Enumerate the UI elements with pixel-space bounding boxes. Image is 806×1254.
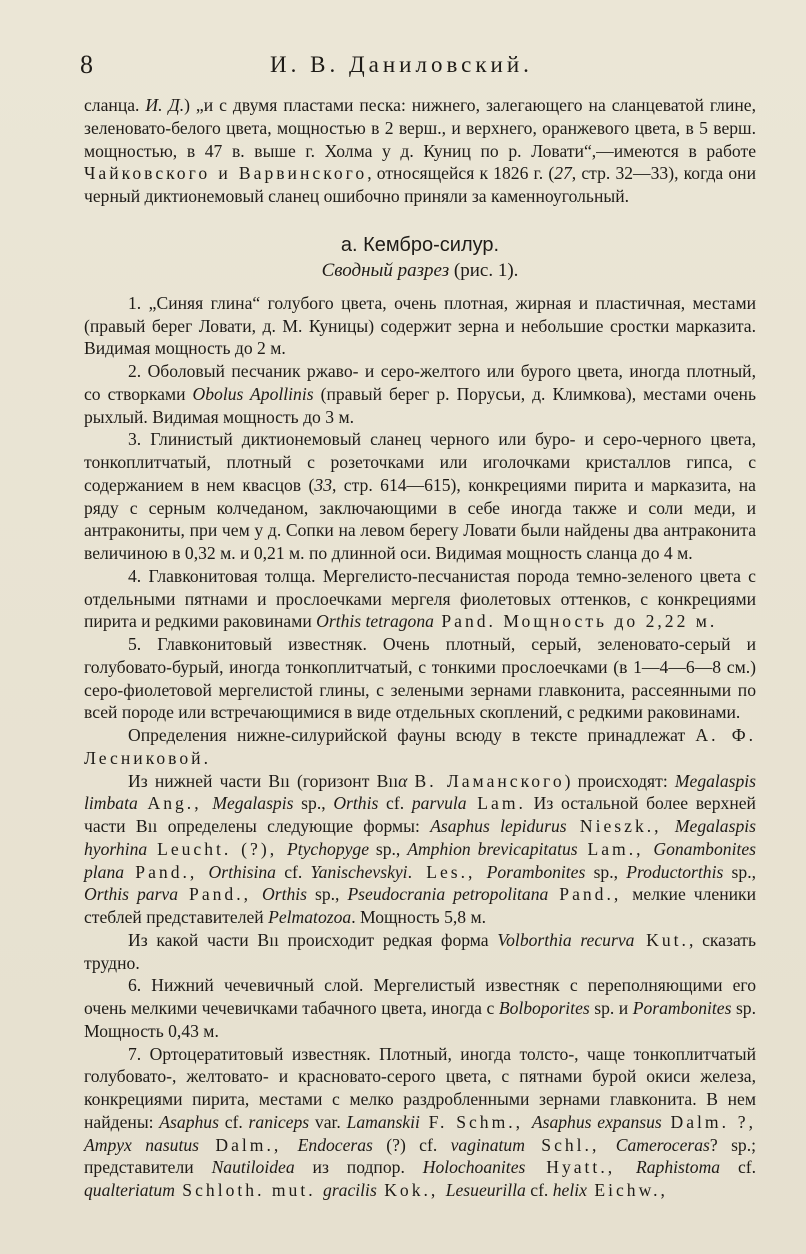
paragraph-run: . Les., [407,861,487,882]
paragraph-run: Kok., [376,1180,446,1200]
paragraph-run: Endoceras [297,1134,373,1155]
paragraph-run: Orthisina [208,861,276,882]
paragraph-run: Kut. [634,929,689,950]
paragraph-run: Dalm., [199,1134,298,1155]
paragraph-run: Pand., [178,884,263,905]
paragraph-run: 33 [314,474,332,495]
paragraph-run: gracilis [323,1180,377,1200]
paragraph-run: Orthis tetragona [316,611,434,632]
subtitle-rest: (рис. 1). [449,259,519,281]
paragraph-run: sp., [369,838,408,859]
paragraph-run: Ang., [137,793,213,814]
paragraph-run: Schloth. mut. [174,1180,324,1200]
paragraph-run: sp. Мощность 0,43 м. [84,998,757,1041]
paragraph-run: 6. Нижний чечевичный слой. Мергелистый известняк с переполняющими его очень мелкими чечевичками табачного цвета, иногда с [84,975,756,1018]
intro-run: Чайковского и Варвинского [84,163,368,184]
paragraph-run: Volborthia recurva [497,929,635,950]
paragraph-run: Bolboporites [498,998,590,1018]
paragraph-run: Из нижней части Вıı (горизонт Вıı [128,770,399,791]
paragraph-run: Yanischevskyi [310,861,408,882]
paragraph-run: parvula [411,793,467,814]
paragraph-run: Megalaspis limbata [84,770,756,814]
paragraph [84,292,756,360]
paragraph-run: Eichw., [586,1180,668,1200]
paragraph-run: , стр. 614—615), конкрециями пирита и марказита, на ряду с серным колчеданом, заключающими в себе иногда также и соли меди, и антракониты, при чем у д. Сопки на левом берегу Ловати были найдены два антраконита величиною в 0,32 м. и 0,21 м. по длинной оси. Видимая мощность сланца до 4 м. [84,474,756,563]
paragraph-run: Nieszk., [566,816,675,836]
section-paragraphs [84,292,756,1202]
paragraph-run: ? sp.; представители [84,1134,757,1178]
paragraph-run: 4. Главконитовая толща. Мергелисто-песчанистая порода темно-зеленого цвета с отдельными пятнами и прослоечками мергеля фиолетовых оттенков, с конкрециями пирита и редкими раковинами [84,565,756,632]
paragraph-run: В. Ламанского [414,770,565,791]
paragraph-run: 5. Главконитовый известняк. Очень плотный, серый, зеленовато-серый и голубовато-бурый, иногда тонкоплитчатый, с тонкими прослоечками (в 1—4—6—8 см.) серо-фиолетовой мергелистой глины, с зелеными зернами главконита, рассеянными по всей породе или встречающимися в виде отдельных скоплений, с редкими раковинами. [84,634,756,723]
paragraph-run: Raphistoma [636,1157,721,1178]
paragraph-run: Из остальной более верхней части Вıı определены следующие формы: [84,793,756,836]
paragraph-run: sp. и [589,998,633,1018]
page-number: 8 [80,50,93,79]
intro-run: , относящейся к 1826 г. ( [367,163,555,184]
paragraph-run: Lesueurilla [445,1180,526,1200]
paragraph-run: 2. Оболовый песчаник ржаво- и серо-желтого или бурого цвета, иногда плотный, со створками [84,361,756,404]
paragraph-run: Определения нижне-силурийской фауны всюду в тексте принадлежат [128,725,696,745]
paragraph-run: Leucht. (?), [147,838,287,859]
paragraph-run: vaginatum [450,1134,525,1155]
paragraph-run: . [203,747,208,768]
paragraph-run: Orthis [333,793,379,814]
intro-run: И. Д. [145,95,185,115]
paragraph-run: Porambonites [486,861,586,882]
paragraph [84,929,756,975]
paragraph-run: sp., [585,861,627,882]
paragraph-run: Hyatt., [525,1157,637,1178]
paragraph-run: Pand. Мощность до 2,22 м. [433,611,718,632]
paragraph-run: Asaphus lepidurus [430,816,567,836]
section-subtitle [84,258,756,284]
paragraph-run: Asaphus expansus [531,1111,662,1132]
paragraph-run: sp., [293,793,334,814]
paragraph-run: Obolus Apollinis [192,383,314,404]
paragraph-run: Из какой части Вıı происходит редкая форма [128,929,498,950]
page-body [84,94,756,1202]
paragraph-run: Lamanskii [346,1111,420,1132]
section-title: а. Кембро-силур. [340,233,500,256]
paragraph-run: cf. [720,1157,757,1178]
paragraph-run: Orthis [262,884,307,905]
paragraph-run: Pseudocrania petropolitana [347,884,549,905]
paragraph [84,360,756,428]
intro-run: ) „и с двумя пластами песка: нижнего, залегающего на сланцеватой глине, зеленовато-белого цвета, мощностью в 2 верш., и верхнего, оранжевого цвета, в 5 верш. мощностью, в 47 в. выше г. Холма у д. Куниц по р. Ловати“,—имеются в работе [84,95,756,161]
paragraph-run: cf. [218,1111,249,1132]
paragraph-run: Lam. [466,793,526,814]
paragraph-run: . Мощность 5,8 м. [351,907,487,927]
subtitle-italic: Сводный разрез [321,259,450,281]
paragraph-run: var. [309,1111,347,1132]
paragraph-run: Pand., [124,861,209,882]
paragraph-run: 7. Ортоцератитовый известняк. Плотный, иногда толсто-, чаще тонкоплитчатый голубовато-, желтовато- и красновато-серого цвета, с пятнами бурой окиси железа, конкрециями пирита, местами с мелко раздробленными зернами главконита. В нем найдены: [84,1043,756,1132]
intro-run: , стр. 32—33), когда они черный диктионемовый сланец ошибочно приняли за каменноугольный. [84,163,757,206]
paragraph-run: Ptychopyge [286,838,370,859]
paragraph-run: Pelmatozoa [268,907,352,927]
paragraph [84,633,756,724]
paragraph-run: Nautiloidea [211,1157,295,1178]
paragraph-run: Holochoanites [422,1157,526,1178]
paragraph-run: sp., [307,884,348,905]
intro-run: 27 [554,163,572,184]
intro-paragraph [84,94,756,208]
paragraph-run: Pand., [548,884,633,905]
paragraph-run: из подпор. [294,1157,423,1178]
paragraph-run: Productorthis [626,861,724,882]
paragraph-run: Amphion brevicapitatus [407,838,578,859]
paragraph [84,770,756,929]
paragraph [84,565,756,633]
paragraph-run: sp., [723,861,756,882]
paragraph [84,428,756,565]
paragraph-run: А. Ф. Лесниковой [84,725,756,768]
paragraph-run: Orthis parva [84,884,179,905]
paragraph-run: (?) cf. [372,1134,451,1155]
paragraph-run: 1. „Синяя глина“ голубого цвета, очень плотная, жирная и пластичная, местами (правый берег Ловати, д. М. Куницы) содержит зерна и небольшие сростки марказита. Видимая мощность до 2 м. [84,292,756,359]
paragraph-run: Lam., [577,838,654,859]
paragraph-run: Schl., [524,1134,616,1155]
paragraph-run [407,771,414,791]
running-head: И. В. Даниловский. [270,52,533,77]
paragraph-run: , сказать трудно. [84,929,757,973]
intro-run: сланца. [84,95,146,115]
paragraph-run: Dalm. ?, [661,1111,756,1132]
paragraph-run: cf. [378,793,412,814]
paragraph-run: qualteriatum [84,1180,175,1200]
paragraph-run: Ampyx nasutus [84,1134,200,1155]
paragraph-run: Porambonites [632,998,732,1018]
paragraph-run: ) происходят: [564,770,675,791]
paragraph-run: мелкие членики стеблей представителей [84,884,757,927]
paragraph-run: helix [552,1180,587,1200]
paragraph-run: (правый берег р. Порусьи, д. Климкова), местами очень рыхлый. Видимая мощность до 3 м. [84,383,756,427]
paragraph-run: Megalaspis hyorhina [84,816,756,859]
paragraph-run: Asaphus [159,1111,219,1132]
paragraph-run: Gonambonites plana [84,838,756,882]
paragraph-run: F. Schm., [419,1111,532,1132]
paragraph-run: raniceps [248,1111,310,1132]
paragraph-run: cf. [275,861,311,882]
paragraph-run: Cameroceras [615,1134,710,1155]
page-header [0,48,806,88]
paragraph [84,974,756,1042]
paragraph-run: 3. Глинистый диктионемовый сланец черного или буро- и серо-черного цвета, тонкоплитчатый, плотный с розеточками или иголочками кристаллов гипса, с содержанием в нем квасцов ( [84,429,756,495]
paragraph [84,724,756,770]
paragraph-run: cf. [525,1180,553,1200]
paragraph [84,1043,756,1202]
paragraph-run: α [398,770,408,791]
paragraph-run: Megalaspis [212,793,294,814]
